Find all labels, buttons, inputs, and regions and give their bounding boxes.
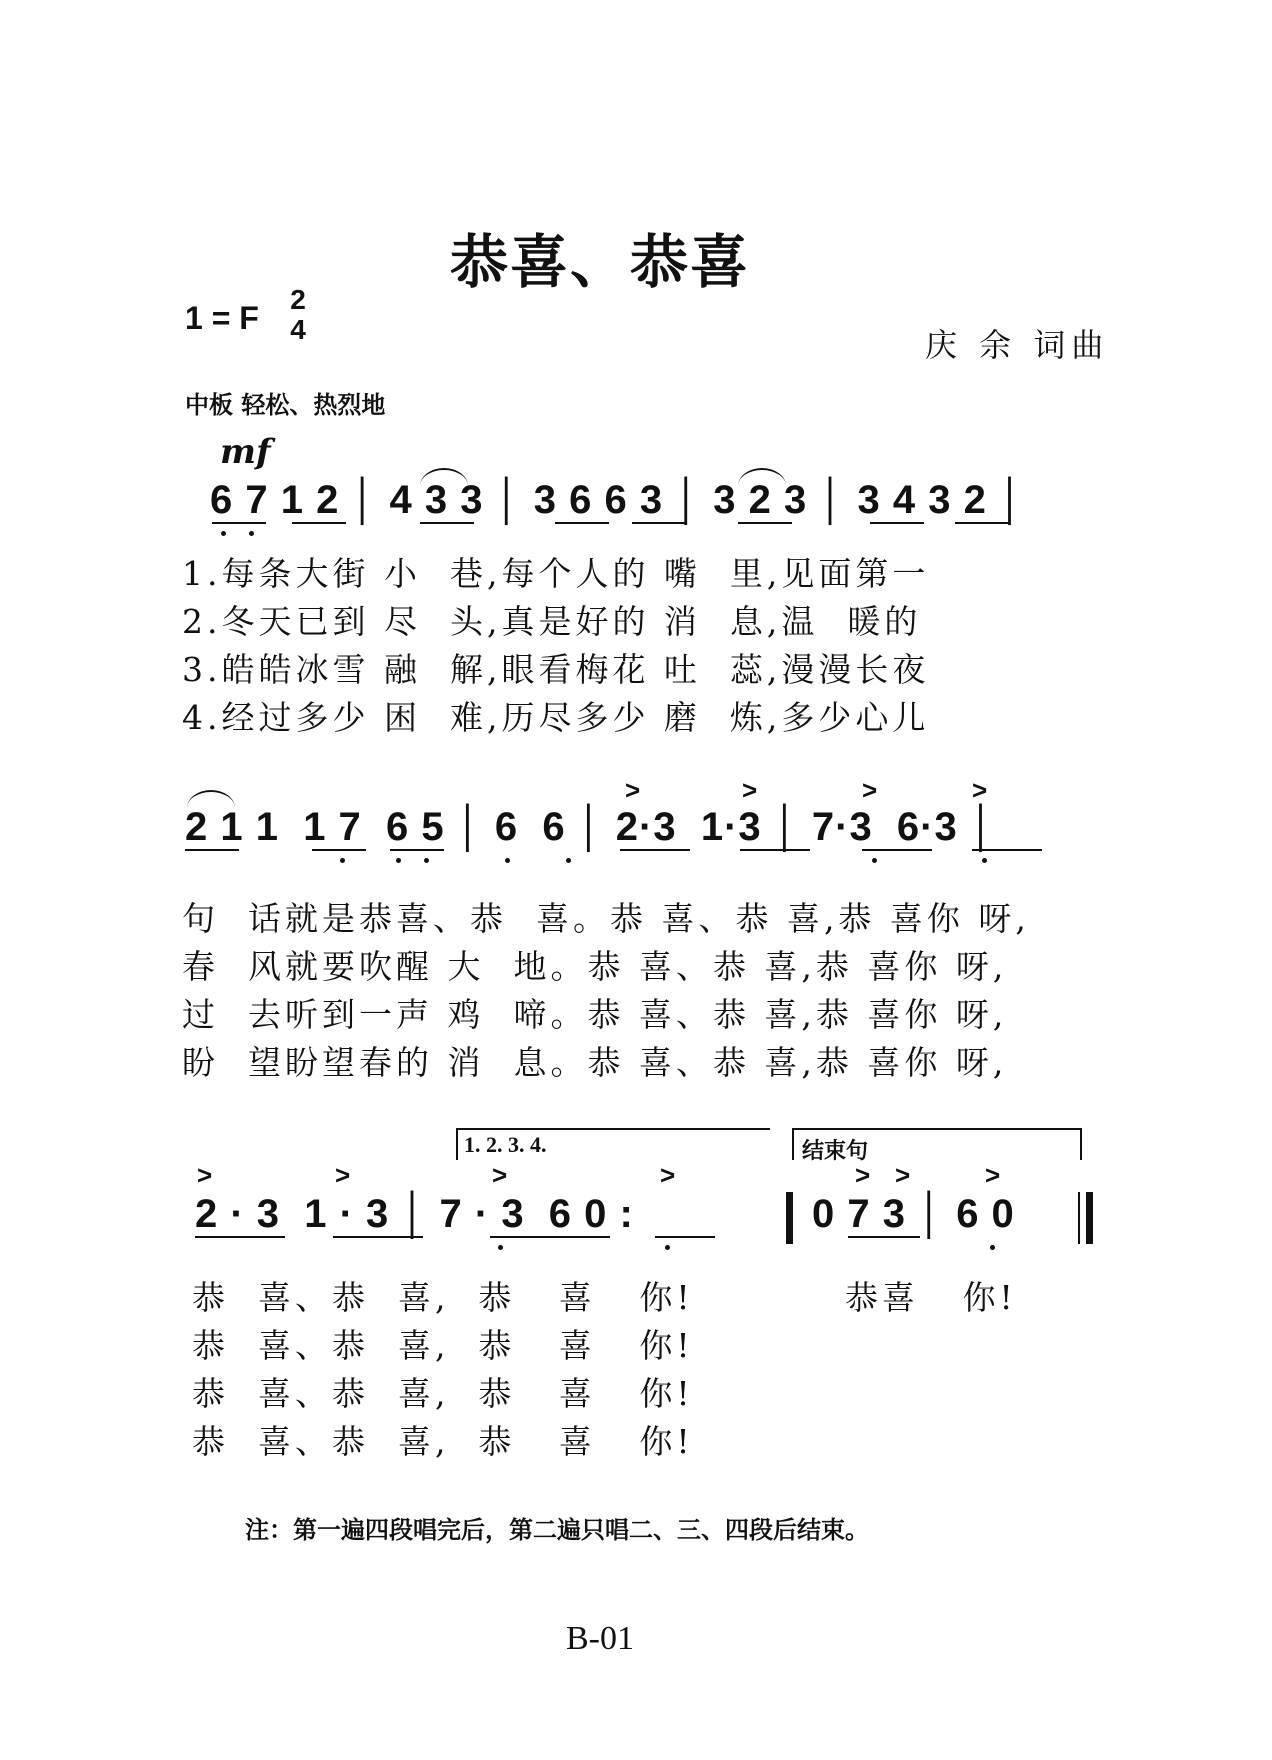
repeat-bar: [786, 1192, 793, 1244]
slur-mark: [420, 468, 468, 486]
low-octave-dot: [424, 858, 429, 863]
lyric-row-3-ending: 恭喜 你!: [845, 1278, 1017, 1317]
author-credit: 庆 余 词曲: [925, 326, 1110, 364]
notation-row-1: 6 7 1 2 │ 4 3 3 │ 3 6 6 3 │ 3 2 3 │ 3 4 3 2 │: [210, 478, 1025, 522]
tempo-marking: 中板 轻松、热烈地: [185, 391, 386, 419]
page-number: B-01: [566, 1620, 634, 1657]
low-octave-dot: [498, 1245, 503, 1250]
footnote: 注：第一遍四段唱完后，第二遍只唱二、三、四段后结束。: [245, 1516, 869, 1544]
underline-mark: [312, 849, 366, 851]
key-signature: 1 = F: [185, 300, 259, 336]
underline-mark: [738, 522, 792, 524]
underline-mark: [862, 849, 932, 851]
volta-label-end: 结束句: [802, 1139, 869, 1164]
lyric-row-3-verse-1: 恭 喜、恭 喜, 恭 喜 你!: [192, 1278, 694, 1317]
notation-row-2: 2 1 1 1 7 6 5 │ 6 6 │ 2·3 1·3 │ 7·3 6·3 │: [185, 805, 996, 849]
low-octave-dot: [566, 858, 571, 863]
underline-mark: [632, 522, 686, 524]
underline-mark: [955, 522, 1009, 524]
accent-mark: >: [985, 1160, 1001, 1190]
notation-row-3-ending: 0 7 3 │ 6 0: [812, 1192, 1015, 1236]
low-octave-dot: [872, 858, 877, 863]
accent-mark: >: [972, 775, 988, 805]
underline-mark: [390, 849, 444, 851]
underline-mark: [195, 1236, 285, 1238]
accent-mark: >: [855, 1160, 871, 1190]
accent-mark: >: [660, 1160, 676, 1190]
notation-row-3: 2 · 3 1 · 3 │ 7 · 3 6 0 :: [195, 1192, 634, 1236]
low-octave-dot: [505, 858, 510, 863]
low-octave-dot: [340, 858, 345, 863]
underline-mark: [740, 849, 810, 851]
lyric-row-2-verse-2: 春 风就要吹醒 大 地。恭 喜、恭 喜,恭 喜你 呀,: [182, 947, 1008, 986]
dynamic-marking: mf: [220, 432, 271, 472]
final-bar-thin: [1078, 1192, 1080, 1244]
lyric-row-3-verse-4: 恭 喜、恭 喜, 恭 喜 你!: [192, 1422, 694, 1461]
lyric-row-3-verse-2: 恭 喜、恭 喜, 恭 喜 你!: [192, 1326, 694, 1365]
volta-label-1: 1. 2. 3. 4.: [464, 1132, 547, 1157]
lyric-row-2-verse-3: 过 去听到一声 鸡 啼。恭 喜、恭 喜,恭 喜你 呀,: [182, 995, 1008, 1034]
underline-mark: [555, 522, 609, 524]
accent-mark: >: [742, 775, 758, 805]
time-sig-bottom: 4: [290, 314, 306, 345]
underline-mark: [848, 1236, 920, 1238]
slur-mark: [187, 790, 235, 808]
accent-mark: >: [335, 1160, 351, 1190]
accent-mark: >: [895, 1160, 911, 1190]
time-sig-top: 2: [290, 284, 306, 315]
lyric-row-2-verse-1: 句 话就是恭喜、恭 喜。恭 喜、恭 喜,恭 喜你 呀,: [182, 899, 1030, 938]
lyric-row-2-verse-4: 盼 望盼望春的 消 息。恭 喜、恭 喜,恭 喜你 呀,: [182, 1043, 1008, 1082]
final-bar-thick: [1086, 1192, 1093, 1244]
low-octave-dot: [396, 858, 401, 863]
underline-mark: [490, 1236, 610, 1238]
accent-mark: >: [862, 775, 878, 805]
underline-mark: [655, 1236, 715, 1238]
low-octave-dot: [990, 1245, 995, 1250]
low-octave-dot: [221, 531, 226, 536]
underline-mark: [870, 522, 924, 524]
song-title: 恭喜、恭喜: [449, 228, 750, 296]
lyric-row-1-verse-2: 2.冬天已到 尽 头,真是好的 消 息,温 暖的: [182, 602, 922, 641]
underline-mark: [212, 522, 266, 524]
lyric-row-1-verse-4: 4.经过多少 困 难,历尽多少 磨 炼,多少心儿: [182, 698, 930, 737]
low-octave-dot: [982, 858, 987, 863]
low-octave-dot: [249, 531, 254, 536]
underline-mark: [185, 849, 239, 851]
underline-mark: [620, 849, 690, 851]
lyric-row-3-verse-3: 恭 喜、恭 喜, 恭 喜 你!: [192, 1374, 694, 1413]
accent-mark: >: [492, 1160, 508, 1190]
underline-mark: [292, 522, 346, 524]
underline-mark: [333, 1236, 423, 1238]
accent-mark: >: [197, 1160, 213, 1190]
time-signature: [286, 285, 310, 345]
lyric-row-1-verse-3: 3.皓皓冰雪 融 解,眼看梅花 吐 蕊,漫漫长夜: [182, 650, 930, 689]
accent-mark: >: [625, 775, 641, 805]
slur-mark: [738, 468, 786, 486]
underline-mark: [972, 849, 1042, 851]
lyric-row-1-verse-1: 1.每条大街 小 巷,每个人的 嘴 里,见面第一: [182, 554, 930, 593]
underline-mark: [420, 522, 474, 524]
low-octave-dot: [665, 1245, 670, 1250]
